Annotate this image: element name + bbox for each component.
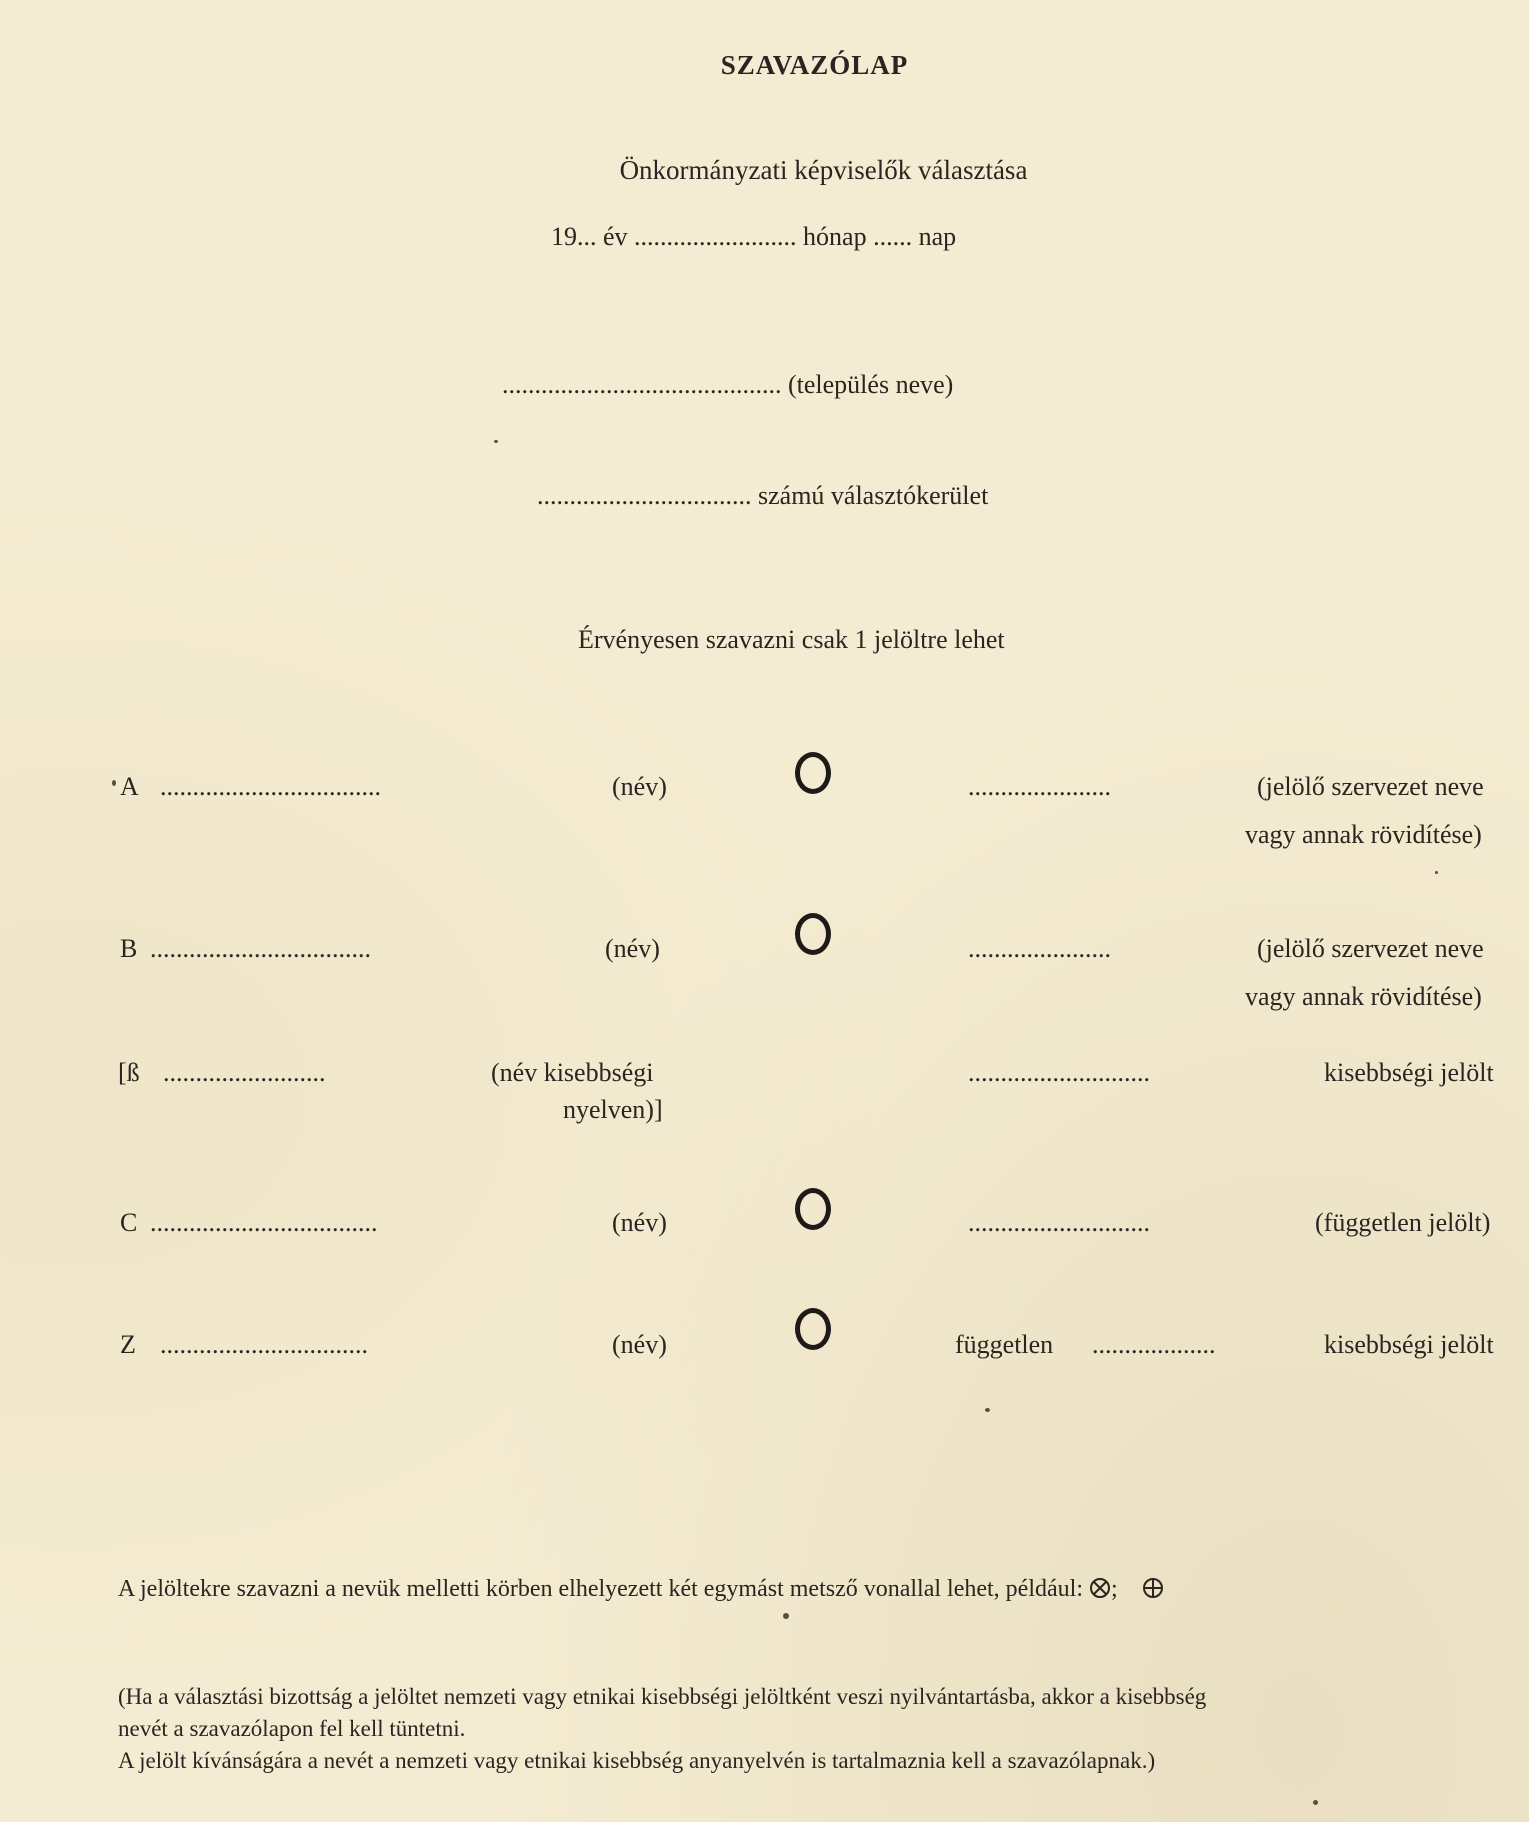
- name-label: (név): [612, 1208, 667, 1237]
- ballot-subtitle: Önkormányzati képviselők választása: [619, 155, 1028, 185]
- date-line: 19... év ......................... hónap ...... nap: [551, 222, 957, 251]
- candidate-letter: Z: [120, 1330, 136, 1359]
- candidate-letter: B: [120, 934, 138, 963]
- ink-speck: [985, 1408, 990, 1412]
- circle-x-icon: [1089, 1577, 1111, 1599]
- district-line: ................................. számú választókerület: [537, 481, 989, 510]
- candidate-letter: A: [120, 772, 139, 801]
- note-line-2: nevét a szavazólapon fel kell tüntetni.: [118, 1716, 466, 1741]
- ink-speck: [112, 780, 116, 786]
- validity-instruction: Érvényesen szavazni csak 1 jelöltre lehet: [578, 625, 1005, 654]
- candidate-letter: [ß: [118, 1058, 140, 1087]
- vote-circle-icon[interactable]: [795, 913, 831, 955]
- minority-label: kisebbségi jelölt: [1324, 1058, 1494, 1087]
- note-line-1: (Ha a választási bizottság a jelöltet nemzeti vagy etnikai kisebbségi jelöltként veszi nyilvántartásba, akkor a kisebbség: [118, 1684, 1207, 1709]
- vote-circle-icon[interactable]: [795, 1308, 831, 1350]
- independent-prefix: független: [955, 1330, 1054, 1359]
- vote-instruction-line: [118, 1576, 1164, 1603]
- org-dots: ......................: [968, 772, 1111, 801]
- candidate-name-dots: ................................: [160, 1330, 368, 1359]
- org-label-continued: vagy annak rövidítése): [1245, 982, 1482, 1011]
- name-label: (név): [612, 1330, 667, 1359]
- independent-dots: ............................: [968, 1208, 1150, 1237]
- name-label: (név kisebbségi: [491, 1058, 654, 1087]
- candidate-name-dots: .........................: [163, 1058, 326, 1087]
- candidate-name-dots: ...................................: [150, 1208, 378, 1237]
- org-label-continued: vagy annak rövidítése): [1245, 820, 1482, 849]
- candidate-name-dots: ..................................: [150, 934, 371, 963]
- ink-speck: [783, 1613, 789, 1619]
- circle-plus-icon: [1142, 1577, 1164, 1599]
- settlement-line: ........................................... (település neve): [502, 370, 954, 399]
- candidate-name-dots: ..................................: [160, 772, 381, 801]
- minority-dots: ............................: [968, 1058, 1150, 1087]
- org-dots: ......................: [968, 934, 1111, 963]
- ink-speck: [1313, 1800, 1318, 1805]
- org-label: (jelölő szervezet neve: [1257, 772, 1484, 801]
- candidate-letter: C: [120, 1208, 138, 1237]
- vote-circle-icon[interactable]: [795, 752, 831, 794]
- independent-label: (független jelölt): [1315, 1208, 1491, 1237]
- org-label: (jelölő szervezet neve: [1257, 934, 1484, 963]
- minority-dots: ...................: [1092, 1330, 1216, 1359]
- vote-instruction: A jelöltekre szavazni a nevük melletti körben elhelyezett két egymást metsző vonallal lehet, például:: [118, 1576, 1083, 1602]
- ink-speck: [494, 440, 498, 443]
- name-label: (név): [605, 934, 660, 963]
- name-label: (név): [612, 772, 667, 801]
- ink-speck: [1435, 871, 1438, 874]
- vote-circle-icon[interactable]: [795, 1188, 831, 1230]
- note-line-3: A jelölt kívánságára a nevét a nemzeti vagy etnikai kisebbség anyanyelvén is tartalmaznia kell a szavazólapnak.): [118, 1748, 1156, 1773]
- example-separator: ;: [1110, 1576, 1118, 1602]
- name-label-continued: nyelven)]: [563, 1095, 663, 1124]
- minority-label: kisebbségi jelölt: [1324, 1330, 1494, 1359]
- ballot-title: SZAVAZÓLAP: [720, 50, 909, 80]
